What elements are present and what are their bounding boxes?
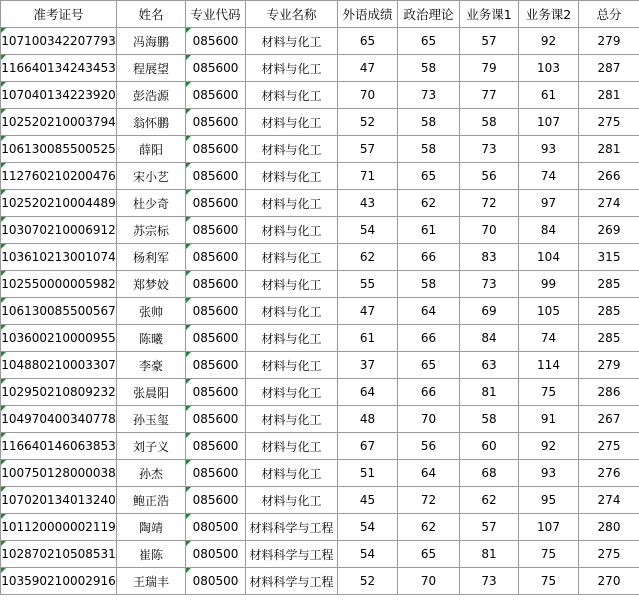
politics-cell[interactable]: 62 (398, 190, 460, 217)
header-name[interactable]: 姓名 (117, 1, 186, 28)
foreign-language-cell[interactable]: 51 (338, 460, 398, 487)
major-code-cell[interactable]: 085600 (186, 109, 246, 136)
major-code-cell[interactable]: 085600 (186, 244, 246, 271)
total-cell[interactable]: 281 (579, 136, 639, 163)
foreign-language-cell[interactable]: 43 (338, 190, 398, 217)
exam-id-cell[interactable]: 102550000005982 (1, 271, 117, 298)
exam-id-cell[interactable]: 100750128000038 (1, 460, 117, 487)
name-cell[interactable]: 张晨阳 (117, 379, 186, 406)
course-2-cell[interactable]: 92 (519, 433, 579, 460)
total-cell[interactable]: 286 (579, 379, 639, 406)
course-1-cell[interactable]: 57 (460, 28, 519, 55)
major-name-cell[interactable]: 材料与化工 (246, 109, 338, 136)
name-cell[interactable]: 宋小艺 (117, 163, 186, 190)
course-1-cell[interactable]: 58 (460, 109, 519, 136)
major-code-cell[interactable]: 085600 (186, 487, 246, 514)
total-cell[interactable]: 285 (579, 271, 639, 298)
course-2-cell[interactable]: 75 (519, 568, 579, 595)
table-row (1, 406, 639, 433)
major-name-cell[interactable]: 材料与化工 (246, 190, 338, 217)
politics-cell[interactable]: 58 (398, 55, 460, 82)
course-2-cell[interactable]: 74 (519, 325, 579, 352)
politics-cell[interactable]: 65 (398, 352, 460, 379)
major-name-cell[interactable]: 材料与化工 (246, 433, 338, 460)
exam-id-cell[interactable]: 102520210004489 (1, 190, 117, 217)
foreign-language-cell[interactable]: 67 (338, 433, 398, 460)
course-1-cell[interactable]: 70 (460, 217, 519, 244)
course-2-cell[interactable]: 92 (519, 28, 579, 55)
exam-id-cell[interactable]: 103070210006912 (1, 217, 117, 244)
name-cell[interactable]: 崔陈 (117, 541, 186, 568)
major-code-cell[interactable]: 080500 (186, 568, 246, 595)
politics-cell[interactable]: 70 (398, 406, 460, 433)
major-code-cell[interactable]: 085600 (186, 136, 246, 163)
total-cell[interactable]: 276 (579, 460, 639, 487)
total-cell[interactable]: 287 (579, 55, 639, 82)
name-cell[interactable]: 陈曦 (117, 325, 186, 352)
politics-cell[interactable]: 58 (398, 109, 460, 136)
header-politics[interactable]: 政治理论 (398, 1, 460, 28)
header-exam-id[interactable]: 准考证号 (1, 1, 117, 28)
table-row (1, 460, 639, 487)
exam-id-cell[interactable]: 107100342207793 (1, 28, 117, 55)
major-name-cell[interactable]: 材料与化工 (246, 244, 338, 271)
header-row (1, 1, 639, 28)
politics-cell[interactable]: 66 (398, 325, 460, 352)
major-name-cell[interactable]: 材料与化工 (246, 298, 338, 325)
course-2-cell[interactable]: 104 (519, 244, 579, 271)
major-name-cell[interactable]: 材料与化工 (246, 217, 338, 244)
header-major-code[interactable]: 专业代码 (186, 1, 246, 28)
course-1-cell[interactable]: 83 (460, 244, 519, 271)
name-cell[interactable]: 翁怀鹏 (117, 109, 186, 136)
foreign-language-cell[interactable]: 47 (338, 55, 398, 82)
major-code-cell[interactable]: 085600 (186, 271, 246, 298)
name-cell[interactable]: 孙玉玺 (117, 406, 186, 433)
politics-cell[interactable]: 66 (398, 244, 460, 271)
exam-id-cell[interactable]: 104880210003307 (1, 352, 117, 379)
politics-cell[interactable]: 65 (398, 28, 460, 55)
politics-cell[interactable]: 61 (398, 217, 460, 244)
total-cell[interactable]: 270 (579, 568, 639, 595)
course-1-cell[interactable]: 84 (460, 325, 519, 352)
name-cell[interactable]: 彭浩源 (117, 82, 186, 109)
table-row (1, 190, 639, 217)
name-cell[interactable]: 鲍正浩 (117, 487, 186, 514)
foreign-language-cell[interactable]: 52 (338, 568, 398, 595)
course-2-cell[interactable]: 95 (519, 487, 579, 514)
total-cell[interactable]: 274 (579, 487, 639, 514)
name-cell[interactable]: 程展望 (117, 55, 186, 82)
politics-cell[interactable]: 58 (398, 136, 460, 163)
politics-cell[interactable]: 66 (398, 379, 460, 406)
course-2-cell[interactable]: 99 (519, 271, 579, 298)
exam-id-cell[interactable]: 104970400340778 (1, 406, 117, 433)
total-cell[interactable]: 274 (579, 190, 639, 217)
table-row (1, 433, 639, 460)
course-1-cell[interactable]: 56 (460, 163, 519, 190)
major-name-cell[interactable]: 材料与化工 (246, 379, 338, 406)
major-code-cell[interactable]: 085600 (186, 352, 246, 379)
table-row (1, 568, 639, 595)
course-1-cell[interactable]: 73 (460, 136, 519, 163)
major-name-cell[interactable]: 材料与化工 (246, 136, 338, 163)
foreign-language-cell[interactable]: 65 (338, 28, 398, 55)
course-1-cell[interactable]: 77 (460, 82, 519, 109)
major-name-cell[interactable]: 材料与化工 (246, 460, 338, 487)
foreign-language-cell[interactable]: 48 (338, 406, 398, 433)
major-code-cell[interactable]: 085600 (186, 217, 246, 244)
major-name-cell[interactable]: 材料与化工 (246, 406, 338, 433)
name-cell[interactable]: 苏宗标 (117, 217, 186, 244)
table-row (1, 487, 639, 514)
major-code-cell[interactable]: 085600 (186, 82, 246, 109)
course-2-cell[interactable]: 103 (519, 55, 579, 82)
course-1-cell[interactable]: 72 (460, 190, 519, 217)
major-name-cell[interactable]: 材料与化工 (246, 163, 338, 190)
name-cell[interactable]: 薛阳 (117, 136, 186, 163)
course-2-cell[interactable]: 107 (519, 514, 579, 541)
table-row (1, 352, 639, 379)
foreign-language-cell[interactable]: 54 (338, 514, 398, 541)
foreign-language-cell[interactable]: 45 (338, 487, 398, 514)
header-course-1[interactable]: 业务课1 (460, 1, 519, 28)
course-1-cell[interactable]: 69 (460, 298, 519, 325)
header-course-2[interactable]: 业务课2 (519, 1, 579, 28)
table-row (1, 136, 639, 163)
major-name-cell[interactable]: 材料与化工 (246, 55, 338, 82)
politics-cell[interactable]: 65 (398, 163, 460, 190)
major-name-cell[interactable]: 材料与化工 (246, 487, 338, 514)
table-row (1, 163, 639, 190)
politics-cell[interactable]: 64 (398, 298, 460, 325)
total-cell[interactable]: 280 (579, 514, 639, 541)
foreign-language-cell[interactable]: 47 (338, 298, 398, 325)
course-2-cell[interactable]: 75 (519, 541, 579, 568)
course-1-cell[interactable]: 73 (460, 568, 519, 595)
major-code-cell[interactable]: 085600 (186, 298, 246, 325)
name-cell[interactable]: 李豪 (117, 352, 186, 379)
total-cell[interactable]: 275 (579, 433, 639, 460)
table-row (1, 109, 639, 136)
table-row (1, 271, 639, 298)
politics-cell[interactable]: 72 (398, 487, 460, 514)
name-cell[interactable]: 冯海鹏 (117, 28, 186, 55)
foreign-language-cell[interactable]: 52 (338, 109, 398, 136)
exam-id-cell[interactable]: 103590210002916 (1, 568, 117, 595)
table-row (1, 541, 639, 568)
table-row (1, 217, 639, 244)
foreign-language-cell[interactable]: 37 (338, 352, 398, 379)
foreign-language-cell[interactable]: 62 (338, 244, 398, 271)
course-2-cell[interactable]: 105 (519, 298, 579, 325)
table-row (1, 298, 639, 325)
major-code-cell[interactable]: 085600 (186, 28, 246, 55)
course-2-cell[interactable]: 75 (519, 379, 579, 406)
major-code-cell[interactable]: 085600 (186, 190, 246, 217)
table-body (1, 28, 639, 595)
foreign-language-cell[interactable]: 54 (338, 541, 398, 568)
total-cell[interactable]: 285 (579, 298, 639, 325)
exam-id-cell[interactable]: 102520210003794 (1, 109, 117, 136)
course-2-cell[interactable]: 114 (519, 352, 579, 379)
name-cell[interactable]: 陶靖 (117, 514, 186, 541)
exam-id-cell[interactable]: 103610213001074 (1, 244, 117, 271)
header-total[interactable]: 总分 (579, 1, 639, 28)
major-code-cell[interactable]: 085600 (186, 433, 246, 460)
total-cell[interactable]: 275 (579, 109, 639, 136)
major-code-cell[interactable]: 085600 (186, 325, 246, 352)
name-cell[interactable]: 杨利军 (117, 244, 186, 271)
politics-cell[interactable]: 73 (398, 82, 460, 109)
total-cell[interactable]: 279 (579, 352, 639, 379)
header-major-name[interactable]: 专业名称 (246, 1, 338, 28)
major-name-cell[interactable]: 材料与化工 (246, 271, 338, 298)
major-name-cell[interactable]: 材料与化工 (246, 352, 338, 379)
name-cell[interactable]: 王瑞丰 (117, 568, 186, 595)
exam-id-cell[interactable]: 103600210000955 (1, 325, 117, 352)
course-2-cell[interactable]: 93 (519, 136, 579, 163)
exam-id-cell[interactable]: 102950210809232 (1, 379, 117, 406)
total-cell[interactable]: 267 (579, 406, 639, 433)
major-code-cell[interactable]: 085600 (186, 55, 246, 82)
course-1-cell[interactable]: 57 (460, 514, 519, 541)
politics-cell[interactable]: 58 (398, 271, 460, 298)
major-code-cell[interactable]: 085600 (186, 406, 246, 433)
table-row (1, 28, 639, 55)
politics-cell[interactable]: 62 (398, 514, 460, 541)
total-cell[interactable]: 281 (579, 82, 639, 109)
table-row (1, 325, 639, 352)
exam-id-cell[interactable]: 107040134223920 (1, 82, 117, 109)
major-name-cell[interactable]: 材料与化工 (246, 325, 338, 352)
politics-cell[interactable]: 56 (398, 433, 460, 460)
foreign-language-cell[interactable]: 57 (338, 136, 398, 163)
foreign-language-cell[interactable]: 70 (338, 82, 398, 109)
politics-cell[interactable]: 65 (398, 541, 460, 568)
exam-id-cell[interactable]: 106130085500525 (1, 136, 117, 163)
major-code-cell[interactable]: 085600 (186, 460, 246, 487)
major-name-cell[interactable]: 材料与化工 (246, 28, 338, 55)
major-name-cell[interactable]: 材料科学与工程 (246, 514, 338, 541)
course-1-cell[interactable]: 58 (460, 406, 519, 433)
header-foreign-language[interactable]: 外语成绩 (338, 1, 398, 28)
exam-id-cell[interactable]: 106130085500567 (1, 298, 117, 325)
course-1-cell[interactable]: 62 (460, 487, 519, 514)
course-1-cell[interactable]: 68 (460, 460, 519, 487)
foreign-language-cell[interactable]: 64 (338, 379, 398, 406)
exam-id-cell[interactable]: 116640146063853 (1, 433, 117, 460)
major-code-cell[interactable]: 080500 (186, 514, 246, 541)
foreign-language-cell[interactable]: 55 (338, 271, 398, 298)
exam-id-cell[interactable]: 107020134013240 (1, 487, 117, 514)
course-2-cell[interactable]: 74 (519, 163, 579, 190)
exam-id-cell[interactable]: 101120000002119 (1, 514, 117, 541)
major-name-cell[interactable]: 材料与化工 (246, 82, 338, 109)
name-cell[interactable]: 刘子义 (117, 433, 186, 460)
total-cell[interactable]: 315 (579, 244, 639, 271)
foreign-language-cell[interactable]: 61 (338, 325, 398, 352)
name-cell[interactable]: 张帅 (117, 298, 186, 325)
politics-cell[interactable]: 70 (398, 568, 460, 595)
course-1-cell[interactable]: 81 (460, 541, 519, 568)
exam-id-cell[interactable]: 116640134243453 (1, 55, 117, 82)
table-row (1, 55, 639, 82)
exam-id-cell[interactable]: 102870210508531 (1, 541, 117, 568)
politics-cell[interactable]: 64 (398, 460, 460, 487)
total-cell[interactable]: 285 (579, 325, 639, 352)
major-code-cell[interactable]: 085600 (186, 163, 246, 190)
table-row (1, 82, 639, 109)
total-cell[interactable]: 269 (579, 217, 639, 244)
course-1-cell[interactable]: 60 (460, 433, 519, 460)
course-1-cell[interactable]: 63 (460, 352, 519, 379)
course-2-cell[interactable]: 61 (519, 82, 579, 109)
name-cell[interactable]: 郑梦姣 (117, 271, 186, 298)
total-cell[interactable]: 275 (579, 541, 639, 568)
major-name-cell[interactable]: 材料科学与工程 (246, 568, 338, 595)
table-row (1, 514, 639, 541)
total-cell[interactable]: 279 (579, 28, 639, 55)
major-code-cell[interactable]: 080500 (186, 541, 246, 568)
course-2-cell[interactable]: 84 (519, 217, 579, 244)
table-row (1, 244, 639, 271)
foreign-language-cell[interactable]: 54 (338, 217, 398, 244)
major-name-cell[interactable]: 材料科学与工程 (246, 541, 338, 568)
name-cell[interactable]: 孙杰 (117, 460, 186, 487)
major-code-cell[interactable]: 085600 (186, 379, 246, 406)
name-cell[interactable]: 杜少奇 (117, 190, 186, 217)
total-cell[interactable]: 266 (579, 163, 639, 190)
course-2-cell[interactable]: 93 (519, 460, 579, 487)
course-1-cell[interactable]: 79 (460, 55, 519, 82)
course-1-cell[interactable]: 73 (460, 271, 519, 298)
foreign-language-cell[interactable]: 71 (338, 163, 398, 190)
course-2-cell[interactable]: 107 (519, 109, 579, 136)
course-2-cell[interactable]: 97 (519, 190, 579, 217)
course-2-cell[interactable]: 91 (519, 406, 579, 433)
exam-id-cell[interactable]: 112760210200476 (1, 163, 117, 190)
table-row (1, 379, 639, 406)
course-1-cell[interactable]: 81 (460, 379, 519, 406)
